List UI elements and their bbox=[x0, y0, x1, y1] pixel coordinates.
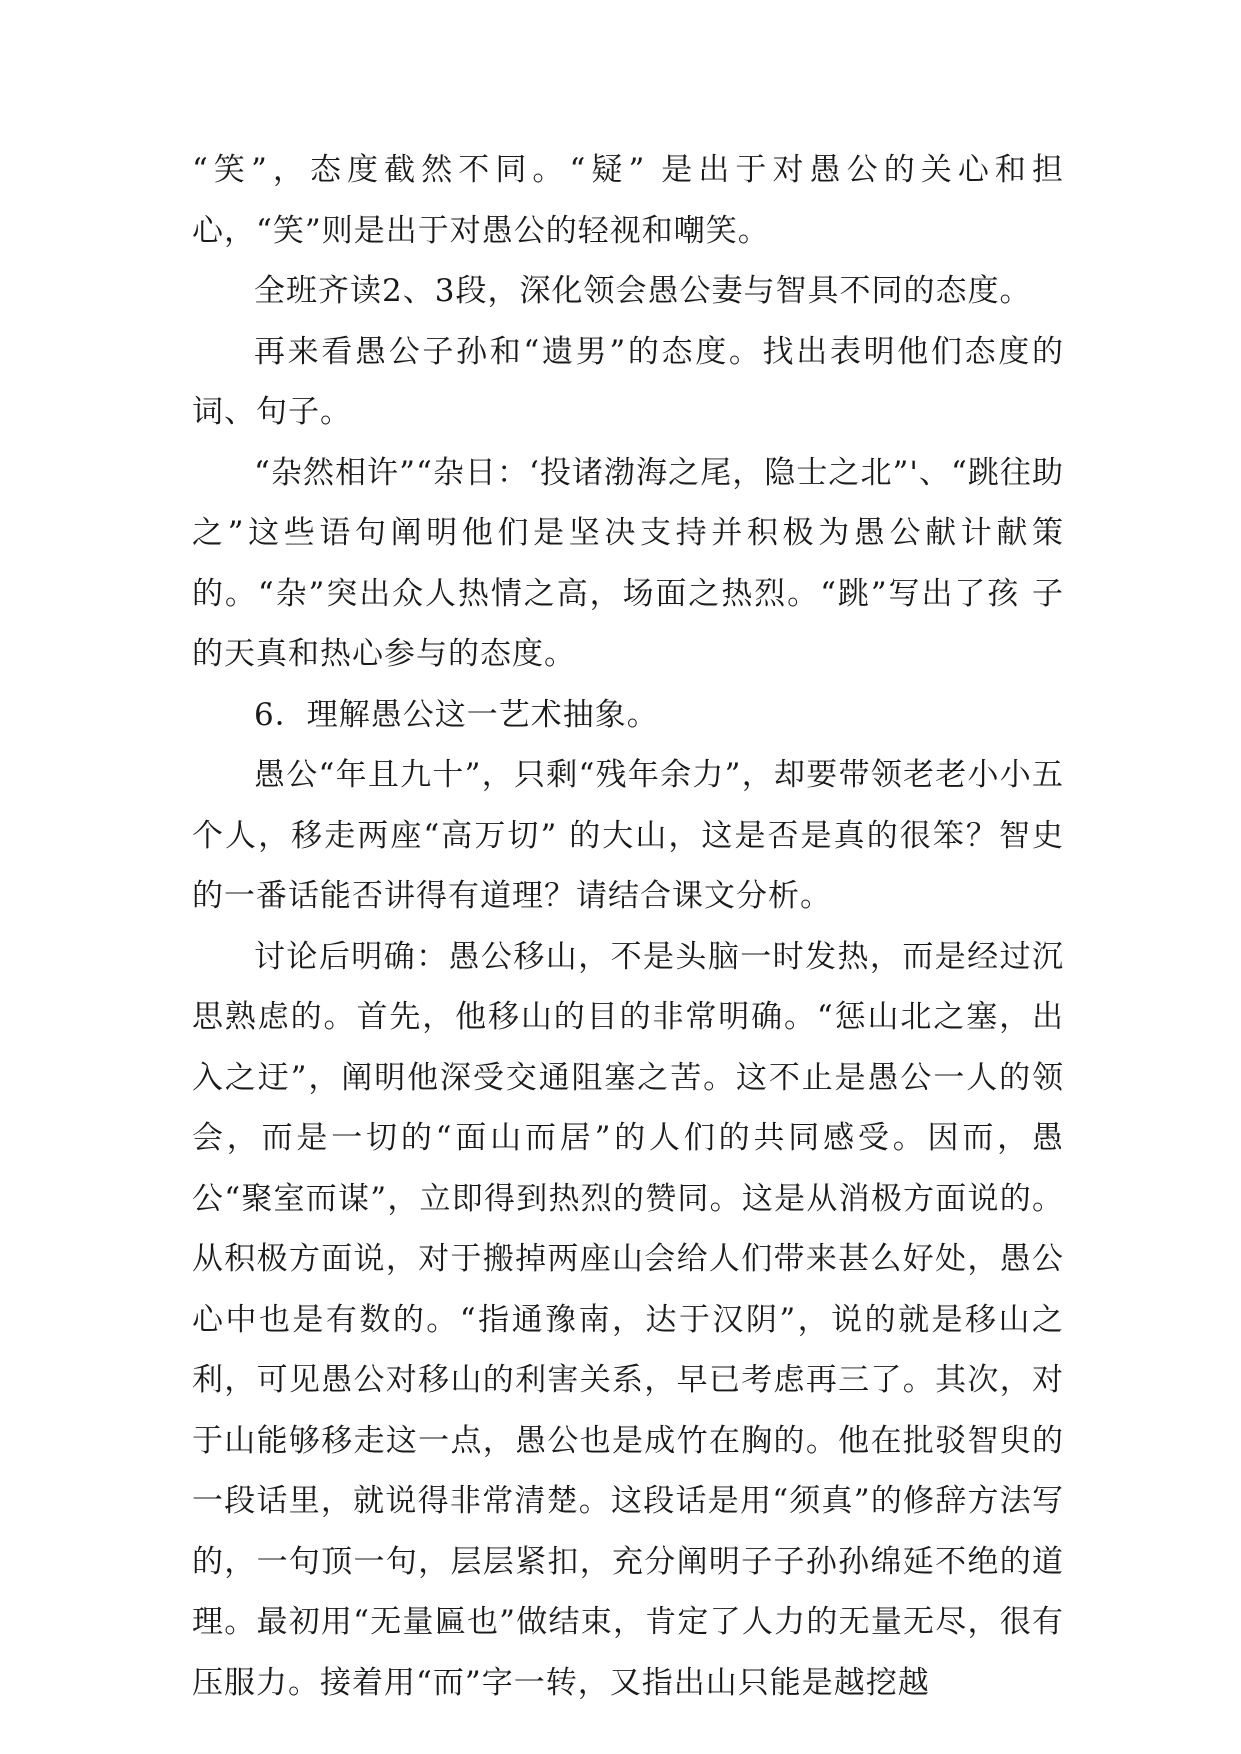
document-body bbox=[192, 140, 1064, 1713]
paragraph-5: 6．理解愚公这一艺术抽象。 bbox=[254, 696, 659, 733]
paragraph-7: 讨论后明确：愚公移山，不是头脑一时发热，而是经过沉思熟虑的。首先，他移山的目的非常明确。“惩山北之塞，出入之迂”，阐明他深受交通阻塞之苦。这不止是愚公一人的领会，而是一切的“面山而居”的人们的共同感受。因而，愚公“聚室而谋”，立即得到热烈的赞同。这是从消极方面说的。从积极方面说，对于搬掉两座山会给人们带来甚么好处，愚公心中也是有数的。“指通豫南，达于汉阴”，说的就是移山之利，可见愚公对移山的利害关系，早已考虑再三了。其次，对于山能够移走这一点，愚公也是成竹在胸的。他在批驳智臾的一段话里，就说得非常清楚。这段话是用“须真”的修辞方法写的，一句顶一句，层层紧扣，充分阐明子子孙孙绵延不绝的道理。最初用“无量匾也”做结束，肯定了人力的无量无尽，很有压服力。接着用“而”字一转，又指出山只能是越挖越 bbox=[192, 938, 1064, 1701]
paragraph-3: 再来看愚公子孙和“遗男”的态度。找出表明他们态度的词、句子。 bbox=[192, 333, 1064, 430]
paragraph-4: “杂然相许”“杂日：‘投诸渤海之尾，隐士之北”'、“跳往助之”这些语句阐明他们是坚决支持并积极为愚公献计献策的。“杂”突出众人热情之高，场面之热烈。“跳”写出了孩 子的天真和热心参与的态度。 bbox=[192, 454, 1064, 672]
paragraph-1: “笑”，态度截然不同。“疑” 是出于对愚公的关心和担心，“笑”则是出于对愚公的轻视和嘲笑。 bbox=[192, 152, 1064, 249]
paragraph-6: 愚公“年且九十”，只剩“残年余力”，却要带领老老小小五个人，移走两座“高万切” 的大山，这是否是真的很笨？智史的一番话能否讲得有道理？请结合课文分析。 bbox=[192, 757, 1064, 914]
paragraph-2: 全班齐读2、3段，深化领会愚公妻与智具不同的态度。 bbox=[254, 273, 1032, 309]
